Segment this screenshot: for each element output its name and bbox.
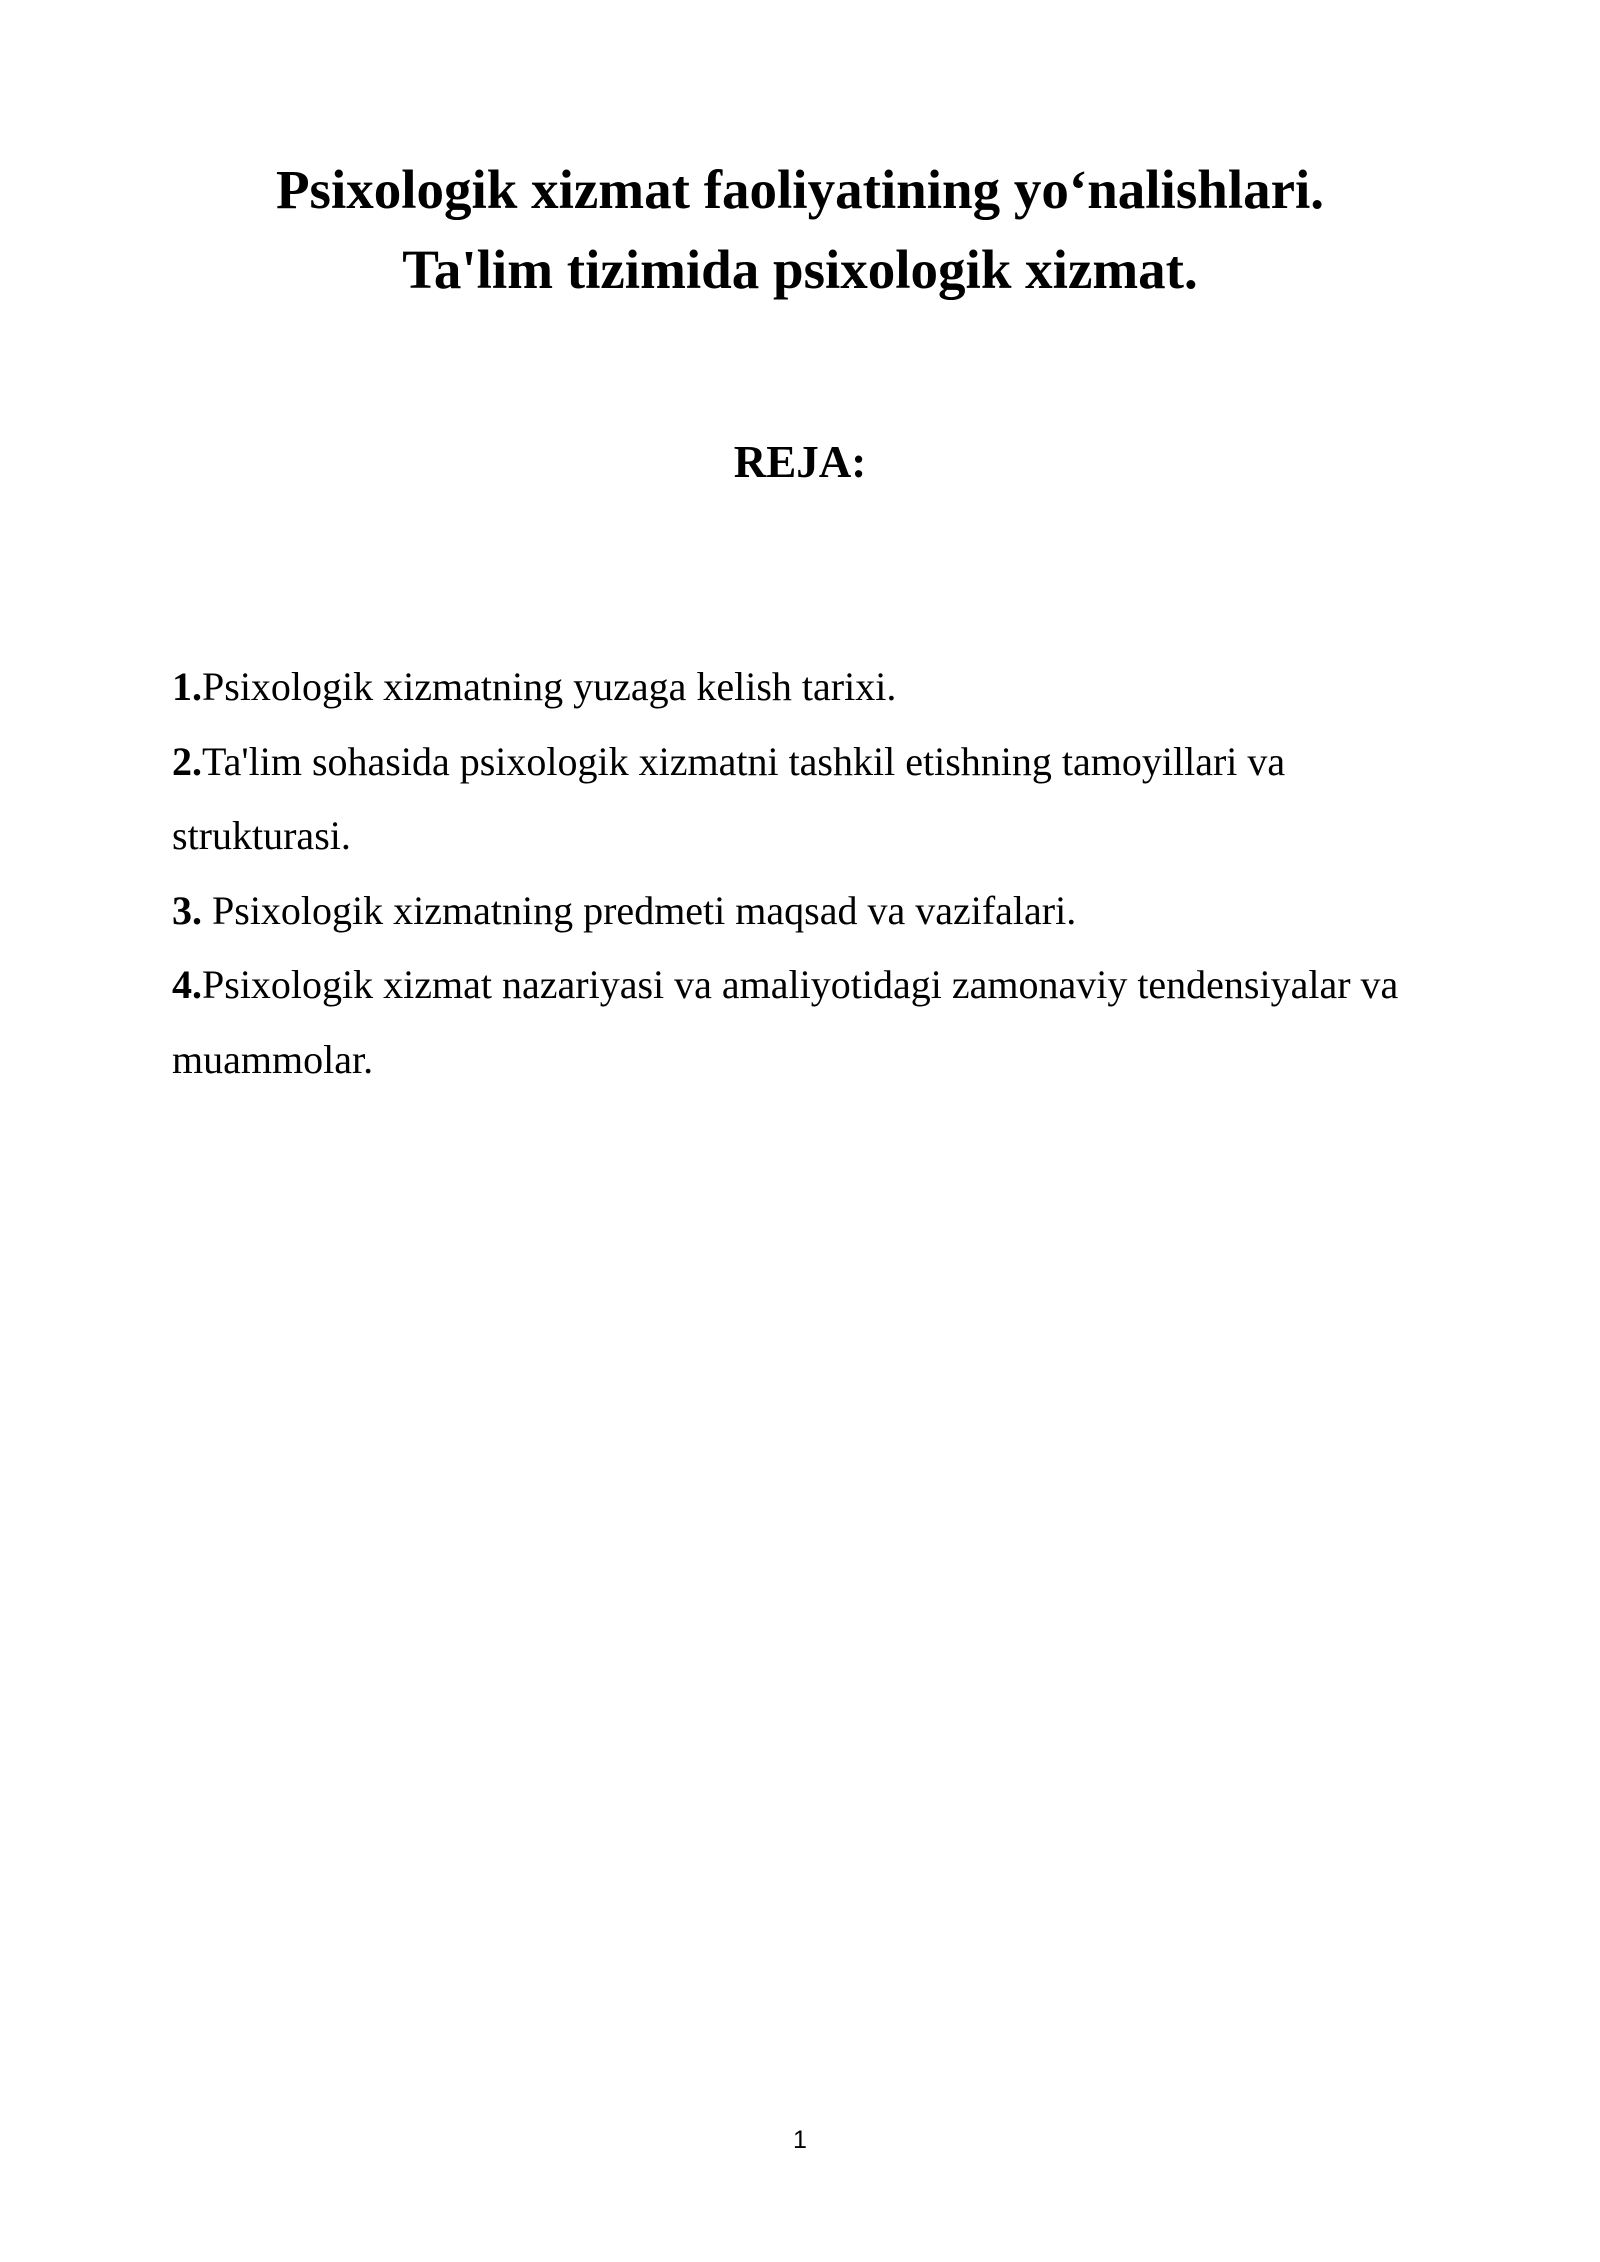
plan-item-text: Psixologik xizmatning predmeti maqsad va vazifalari. (202, 887, 1077, 933)
plan-item-number: 3. (172, 887, 202, 933)
plan-item-number: 1. (172, 664, 202, 709)
plan-item (172, 948, 1462, 1097)
title-line: Psixologik xizmat faoliyatining yo‘nalishlari. (275, 159, 1325, 220)
plan-item-text: Psixologik xizmat nazariyasi va amaliyotidagi zamonaviy tendensiyalar va muammolar. (172, 962, 1399, 1082)
plan-item (172, 650, 1462, 725)
plan-item (172, 874, 1462, 949)
plan-item-number: 2. (172, 738, 202, 784)
plan-item-text: Ta'lim sohasida psixologik xizmatni tashkil etishning tamoyillari va strukturasi. (172, 738, 1286, 858)
plan-item-number: 4. (172, 962, 202, 1007)
page-number: 1 (793, 2126, 807, 2154)
plan-item (172, 725, 1462, 874)
plan-heading: REJA: (733, 437, 867, 487)
plan-list (172, 650, 1462, 1097)
title-line: Ta'lim tizimida psixologik xizmat. (402, 239, 1198, 300)
document-title (0, 150, 1600, 310)
plan-item-text: Psixologik xizmatning yuzaga kelish tarixi. (202, 664, 897, 709)
